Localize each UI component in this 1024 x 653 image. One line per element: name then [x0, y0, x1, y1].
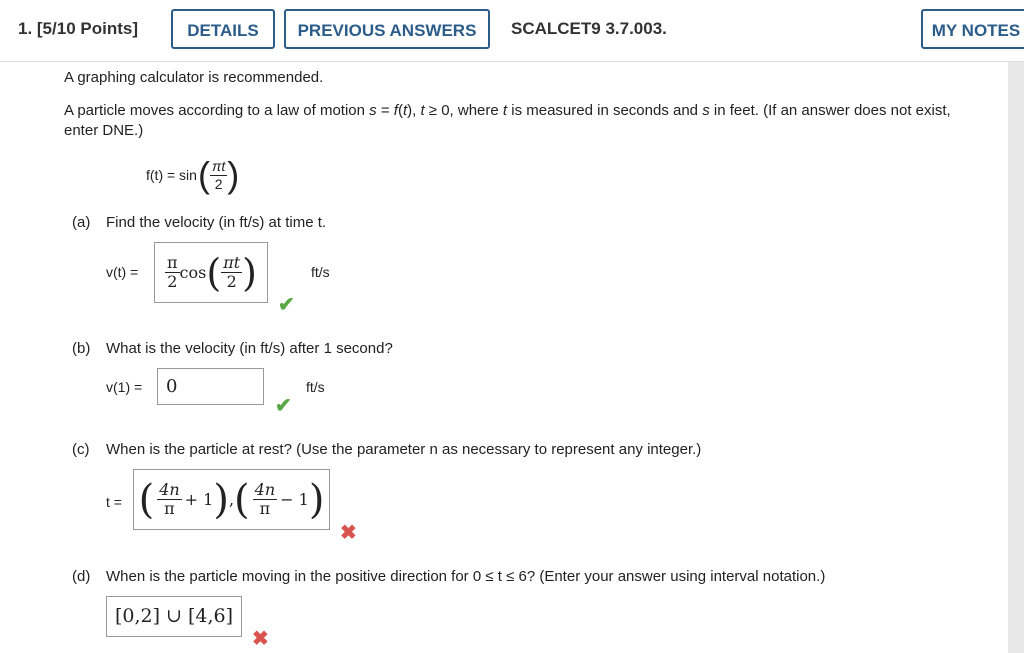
function-fraction — [210, 158, 227, 191]
part-a-label: (a) — [72, 214, 91, 231]
right-paren: ) — [227, 154, 240, 195]
var-s: s — [702, 102, 710, 119]
problem-statement-line1 — [64, 102, 951, 119]
problem-statement-line2: enter DNE.) — [64, 122, 144, 139]
details-button[interactable]: DETAILS — [171, 9, 275, 49]
text-segment: = — [376, 102, 394, 119]
fraction-denominator: π — [164, 499, 175, 518]
arg-fraction — [221, 254, 242, 292]
function-definition — [146, 153, 239, 197]
minus-one: − 1 — [280, 490, 309, 509]
fraction-numerator: π — [167, 252, 178, 272]
part-d-question: When is the particle moving in the positive direction for 0 ≤ t ≤ 6? (Enter your answer using interval notation.) — [106, 568, 826, 585]
coef-fraction — [165, 254, 180, 292]
fraction-numerator: 4n — [159, 479, 180, 499]
problem-code: SCALCET9 3.7.003. — [511, 19, 667, 38]
incorrect-x-icon: ✖ — [340, 522, 357, 544]
question-points-label: 1. [5/10 Points] — [18, 19, 138, 38]
my-notes-button[interactable]: MY NOTES — [921, 9, 1024, 49]
part-c-question: When is the particle at rest? (Use the parameter n as necessary to represent any integer.) — [106, 441, 702, 458]
previous-answers-button[interactable]: PREVIOUS ANSWERS — [284, 9, 490, 49]
text-segment: is measured in seconds and — [507, 102, 703, 119]
part-d-answer-box[interactable]: [0,2] ∪ [4,6] — [106, 596, 242, 637]
left-paren: ( — [234, 476, 250, 523]
vertical-scrollbar[interactable] — [1008, 62, 1024, 653]
right-paren: ) — [308, 476, 325, 523]
var-t: t — [420, 102, 425, 119]
calculator-note: A graphing calculator is recommended. — [64, 69, 324, 86]
part-b-answer-box[interactable]: 0 — [157, 368, 264, 405]
cos-function: cos — [179, 263, 207, 282]
part-b-unit: ft/s — [306, 379, 325, 395]
fraction-denominator: 2 — [214, 175, 223, 192]
fraction-denominator: 2 — [226, 272, 237, 291]
fraction-numerator: 4n — [254, 479, 276, 499]
left-paren: ( — [206, 250, 222, 295]
part-b-question: What is the velocity (in ft/s) after 1 second? — [106, 340, 393, 357]
part-b-var-label: v(1) = — [106, 379, 143, 395]
part-c-label: (c) — [72, 441, 90, 458]
part-d-label: (d) — [72, 568, 91, 585]
text-segment: ( — [397, 102, 403, 119]
right-paren: ) — [213, 476, 229, 523]
fraction-numerator: πt — [223, 252, 241, 272]
var-s: s — [369, 102, 377, 119]
part-c-var-label: t = — [106, 494, 122, 510]
part-a-var-label: v(t) = — [106, 264, 139, 280]
text-segment: ), — [407, 102, 421, 119]
part-a-unit: ft/s — [311, 264, 330, 280]
part-b-label: (b) — [72, 340, 91, 357]
left-paren: ( — [138, 476, 155, 523]
fraction-1 — [157, 481, 181, 519]
part-a-answer-box[interactable] — [154, 242, 268, 303]
plus-one: + 1 — [184, 490, 214, 509]
fraction-denominator: π — [259, 499, 271, 518]
var-t: t — [402, 102, 408, 119]
text-segment: A particle moves according to a law of motion — [64, 102, 370, 119]
right-paren: ) — [242, 250, 257, 295]
text-segment: ≥ 0, where — [424, 102, 503, 119]
correct-check-icon: ✔ — [275, 395, 292, 417]
text-segment: in feet. (If an answer does not exist, — [709, 102, 951, 119]
fraction-numerator: πt — [211, 158, 226, 175]
incorrect-x-icon: ✖ — [252, 628, 269, 650]
part-c-answer-box[interactable] — [133, 469, 330, 530]
fraction-denominator: 2 — [167, 272, 178, 291]
comma-separator: , — [228, 490, 235, 509]
correct-check-icon: ✔ — [278, 294, 295, 316]
var-t: t — [502, 102, 508, 119]
fraction-2 — [253, 481, 277, 519]
part-a-question: Find the velocity (in ft/s) at time t. — [106, 214, 327, 231]
left-paren: ( — [197, 154, 210, 195]
function-lhs: f(t) = sin — [146, 167, 197, 183]
var-f: f — [393, 102, 398, 119]
